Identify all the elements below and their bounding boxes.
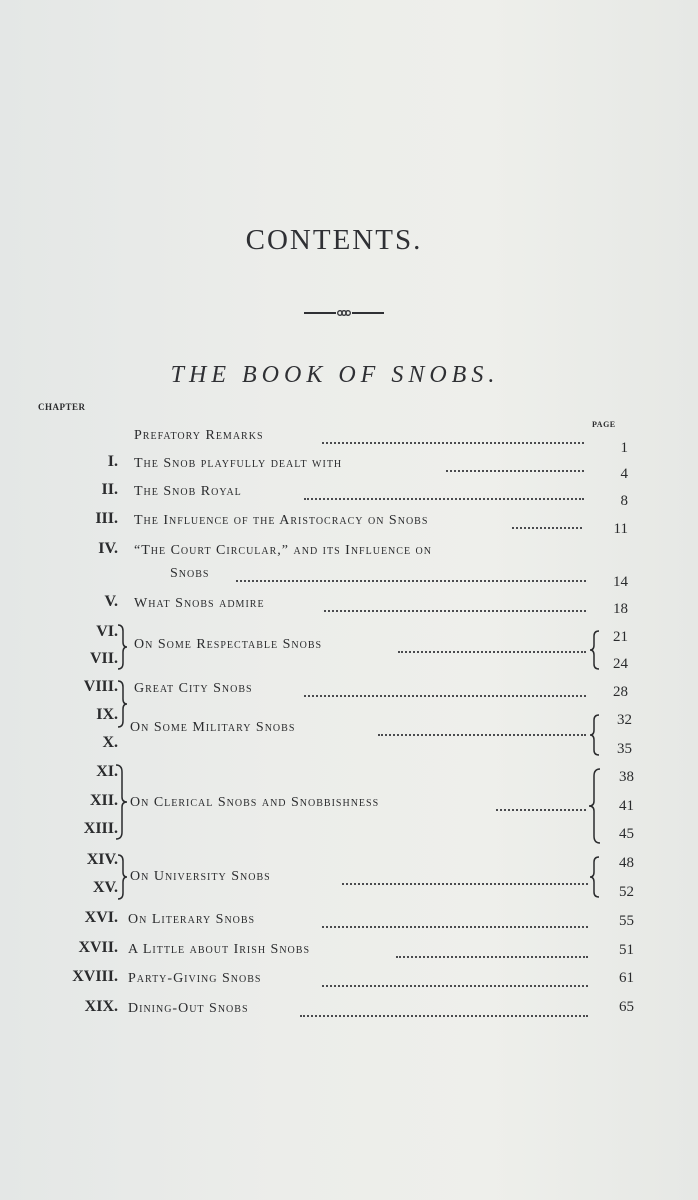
chapter-number: XII. bbox=[89, 792, 118, 809]
entry-title: On University Snobs bbox=[130, 869, 271, 884]
chapter-number: XVIII. bbox=[72, 968, 118, 985]
dot-leader bbox=[300, 1015, 588, 1017]
page-number: 65 bbox=[619, 999, 634, 1015]
page-number: 55 bbox=[619, 913, 634, 929]
chapter-number: VI. bbox=[96, 623, 118, 640]
dot-leader bbox=[496, 809, 586, 811]
entry-title: Party-Giving Snobs bbox=[128, 971, 262, 986]
page-number: 18 bbox=[613, 601, 628, 617]
page-number: 45 bbox=[619, 826, 634, 842]
dot-leader bbox=[322, 442, 584, 444]
page-title: CONTENTS. bbox=[245, 224, 423, 256]
book-subtitle: THE BOOK OF SNOBS. bbox=[170, 362, 500, 388]
ornament-icon bbox=[304, 306, 384, 320]
dot-leader bbox=[342, 883, 588, 885]
page-number: 21 bbox=[613, 629, 628, 645]
chapter-number: II. bbox=[101, 481, 118, 498]
entry-title: On Some Military Snobs bbox=[130, 720, 296, 735]
entry-title: On Literary Snobs bbox=[128, 912, 256, 927]
dot-leader bbox=[324, 610, 586, 612]
dot-leader bbox=[322, 926, 588, 928]
entry-title: “The Court Circular,” and its Influence on bbox=[134, 543, 432, 558]
entry-title: The Influence of the Aristocracy on Snobs bbox=[134, 513, 429, 528]
left-brace-icon bbox=[116, 854, 128, 900]
page-number: 4 bbox=[620, 466, 628, 482]
dot-leader bbox=[304, 695, 586, 697]
page-number: 32 bbox=[617, 712, 632, 728]
right-brace-icon bbox=[589, 714, 601, 756]
page-number: 41 bbox=[619, 798, 634, 814]
page-number: 51 bbox=[619, 942, 634, 958]
chapter-number: XIV. bbox=[86, 851, 118, 868]
page-number: 14 bbox=[613, 574, 628, 590]
dot-leader bbox=[446, 470, 584, 472]
dot-leader bbox=[398, 651, 586, 653]
page-number: 8 bbox=[620, 493, 628, 509]
page-number: 28 bbox=[613, 684, 628, 700]
right-brace-icon bbox=[589, 856, 601, 898]
page-column-header: PAGE bbox=[592, 420, 616, 429]
dot-leader bbox=[304, 498, 584, 500]
chapter-number: XVI. bbox=[84, 909, 118, 926]
dot-leader bbox=[322, 985, 588, 987]
dot-leader bbox=[512, 527, 582, 529]
left-brace-icon bbox=[116, 680, 128, 728]
chapter-number: III. bbox=[95, 510, 118, 527]
page-number: 35 bbox=[617, 741, 632, 757]
left-brace-icon bbox=[116, 624, 128, 670]
left-brace-icon bbox=[114, 764, 128, 840]
entry-title: Prefatory Remarks bbox=[134, 428, 264, 443]
chapter-number: XIX. bbox=[84, 998, 118, 1015]
entry-title: On Clerical Snobs and Snobbishness bbox=[130, 795, 380, 810]
page-number: 48 bbox=[619, 855, 634, 871]
entry-title: A Little about Irish Snobs bbox=[128, 942, 311, 957]
dot-leader bbox=[236, 580, 586, 582]
chapter-number: XIII. bbox=[83, 820, 118, 837]
right-brace-icon bbox=[589, 630, 601, 670]
chapter-number: V. bbox=[104, 593, 118, 610]
chapter-number: I. bbox=[107, 453, 118, 470]
page-number: 1 bbox=[620, 440, 628, 456]
chapter-column-header: CHAPTER bbox=[38, 402, 86, 412]
chapter-number: IX. bbox=[96, 706, 118, 723]
entry-title: Great City Snobs bbox=[134, 681, 253, 696]
chapter-number: VII. bbox=[89, 650, 118, 667]
chapter-number: VIII. bbox=[83, 678, 118, 695]
entry-title: What Snobs admire bbox=[134, 596, 265, 611]
chapter-number: XI. bbox=[96, 763, 118, 780]
dot-leader bbox=[378, 734, 586, 736]
right-brace-icon bbox=[588, 768, 602, 844]
chapter-number: IV. bbox=[98, 540, 118, 557]
chapter-number: XV. bbox=[92, 879, 118, 896]
page-number: 38 bbox=[619, 769, 634, 785]
chapter-number: X. bbox=[102, 734, 118, 751]
entry-title: Dining-Out Snobs bbox=[128, 1001, 249, 1016]
entry-title: On Some Respectable Snobs bbox=[134, 637, 323, 652]
chapter-number: XVII. bbox=[78, 939, 118, 956]
dot-leader bbox=[396, 956, 588, 958]
page-number: 52 bbox=[619, 884, 634, 900]
page-number: 61 bbox=[619, 970, 634, 986]
page-number: 24 bbox=[613, 656, 628, 672]
entry-title: The Snob playfully dealt with bbox=[134, 456, 343, 471]
entry-title: The Snob Royal bbox=[134, 484, 242, 499]
entry-title: Snobs bbox=[170, 566, 210, 581]
page-number: 11 bbox=[613, 521, 628, 537]
